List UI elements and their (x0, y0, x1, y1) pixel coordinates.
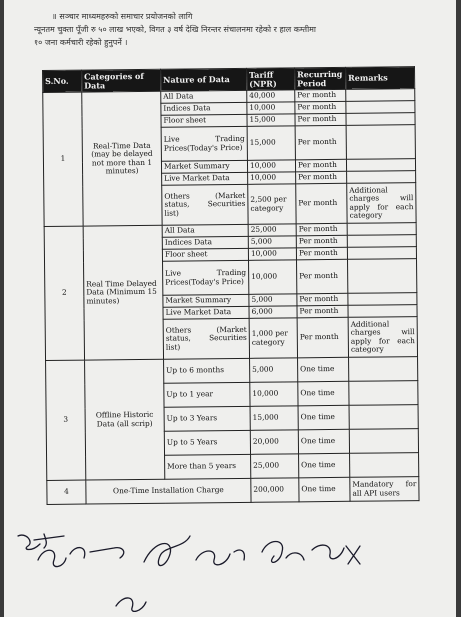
period-cell: One time (299, 453, 350, 478)
period-cell: Per month (297, 317, 348, 358)
nature-cell: Live Trading Prices(Today's Price) (161, 126, 247, 161)
remarks-cell (349, 357, 418, 382)
nature-cell: Floor sheet (161, 114, 247, 127)
period-cell: Per month (295, 125, 346, 160)
period-cell: Per month (296, 183, 347, 224)
header-category: Categories of Data (82, 69, 161, 92)
signature-7 (116, 598, 146, 611)
remarks-cell: Additional charges will apply for each category (348, 317, 417, 358)
nature-cell: Live Market Data (163, 306, 249, 319)
tariff-cell: 10,000 (247, 160, 295, 173)
remarks-cell (348, 293, 417, 306)
nature-cell: Market Summary (161, 160, 247, 173)
period-cell: One time (298, 429, 349, 454)
nature-cell: Floor sheet (162, 248, 248, 261)
nature-cell: Up to 3 Years (164, 406, 250, 431)
tariff-cell: 10,000 (248, 248, 296, 261)
remarks-cell (350, 453, 419, 478)
header-nature: Nature of Data (160, 68, 246, 91)
remarks-cell (346, 101, 415, 114)
nature-cell: Live Trading Prices(Today's Price) (163, 260, 249, 295)
remarks-cell (346, 89, 415, 102)
tariff-cell: 5,000 (250, 358, 298, 383)
signature-6 (312, 545, 360, 564)
remarks-cell (347, 223, 416, 236)
remarks-cell (346, 125, 415, 160)
table-row (47, 477, 419, 505)
signature-5 (262, 542, 304, 563)
nature-cell: Up to 5 Years (164, 430, 250, 455)
tariff-cell: 20,000 (250, 430, 298, 455)
nature-cell: Indices Data (161, 102, 247, 115)
nature-cell: Others (Market status, Securities list) (163, 318, 249, 359)
remarks-cell (348, 305, 417, 318)
intro-line-3: १० जना कर्मचारी रहेको हुनुपर्ने । (34, 38, 128, 47)
header-sn: S.No. (43, 70, 82, 92)
remarks-cell (347, 171, 416, 184)
tariff-cell: 200,000 (251, 478, 299, 503)
category-cell: Offline Historic Data (all scrip) (85, 359, 165, 480)
remarks-cell (347, 259, 416, 294)
header-recurring: Recurring Period (294, 67, 345, 90)
tariff-cell: 25,000 (248, 224, 296, 237)
period-cell: Per month (296, 171, 347, 184)
tariff-cell: 15,000 (247, 114, 295, 127)
remarks-cell: Mandatory for all API users (350, 477, 419, 502)
tariff-cell: 10,000 (249, 260, 297, 295)
nature-cell: Market Summary (163, 294, 249, 307)
period-cell: One time (298, 381, 349, 406)
nature-cell: Up to 6 months (164, 358, 250, 383)
tariff-cell: 2,500 per category (248, 184, 296, 225)
period-cell: One time (298, 405, 349, 430)
document-page (4, 0, 456, 617)
nature-cell: More than 5 years (165, 454, 251, 479)
nature-cell: All Data (161, 90, 247, 103)
tariff-cell: 15,000 (247, 126, 295, 161)
header-tariff: Tariff (NPR) (246, 68, 294, 91)
remarks-cell (349, 405, 418, 430)
sn-cell: 4 (47, 480, 86, 504)
category-cell: Real Time Delayed Data (Minimum 15 minutes) (83, 225, 163, 360)
remarks-cell: Additional charges will apply for each category (347, 183, 416, 224)
remarks-cell (346, 159, 415, 172)
remarks-cell (349, 429, 418, 454)
tariff-cell: 5,000 (249, 294, 297, 307)
intro-text (34, 10, 444, 49)
intro-line-1: ॥ सञ्चार माध्यमहरुको समाचार प्रयोजनको लागि (52, 12, 193, 21)
tariff-cell: 6,000 (249, 306, 297, 319)
sn-cell: 2 (44, 226, 84, 360)
period-cell: Per month (296, 223, 347, 236)
nature-cell: Indices Data (162, 236, 248, 249)
period-cell: One time (299, 477, 350, 502)
period-cell: Per month (295, 159, 346, 172)
nature-cell: Up to 1 year (164, 382, 250, 407)
remarks-cell (347, 247, 416, 260)
signature-1 (18, 534, 64, 550)
nature-cell: All Data (162, 224, 248, 237)
signature-3 (144, 536, 190, 566)
tariff-cell: 40,000 (247, 90, 295, 103)
tariff-cell: 10,000 (248, 172, 296, 185)
signature-4 (196, 550, 244, 565)
remarks-cell (347, 235, 416, 248)
category-cell: One-Time Installation Charge (86, 478, 251, 504)
period-cell: Per month (295, 101, 346, 114)
nature-cell: Others (Market status, Securities list) (162, 184, 248, 225)
period-cell: One time (298, 357, 349, 382)
tariff-cell: 10,000 (250, 382, 298, 407)
period-cell: Per month (295, 89, 346, 102)
nature-cell: Live Market Data (162, 172, 248, 185)
period-cell: Per month (297, 293, 348, 306)
sn-cell: 3 (46, 360, 86, 480)
period-cell: Per month (297, 305, 348, 318)
period-cell: Per month (296, 235, 347, 248)
remarks-cell (346, 113, 415, 126)
tariff-cell: 10,000 (247, 102, 295, 115)
period-cell: Per month (296, 247, 347, 260)
sn-cell: 1 (43, 92, 83, 226)
tariff-table (42, 66, 420, 505)
tariff-cell: 1,000 per category (249, 318, 297, 359)
remarks-cell (349, 381, 418, 406)
period-cell: Per month (295, 113, 346, 126)
handwritten-signatures (4, 530, 456, 617)
tariff-cell: 5,000 (248, 236, 296, 249)
signature-2 (38, 548, 124, 567)
header-remarks: Remarks (345, 67, 414, 90)
period-cell: Per month (297, 259, 348, 294)
category-cell: Real-Time Data (may be delayed not more than 1 minutes) (82, 91, 162, 226)
tariff-cell: 25,000 (251, 454, 299, 479)
intro-line-2: न्यूनतम चुक्ता पूँजी रु ५० लाख भएको, विगत ३ वर्ष देखि निरन्तर संचालनमा रहेको र हाल कम्तीमा (34, 25, 316, 34)
tariff-cell: 15,000 (250, 406, 298, 431)
